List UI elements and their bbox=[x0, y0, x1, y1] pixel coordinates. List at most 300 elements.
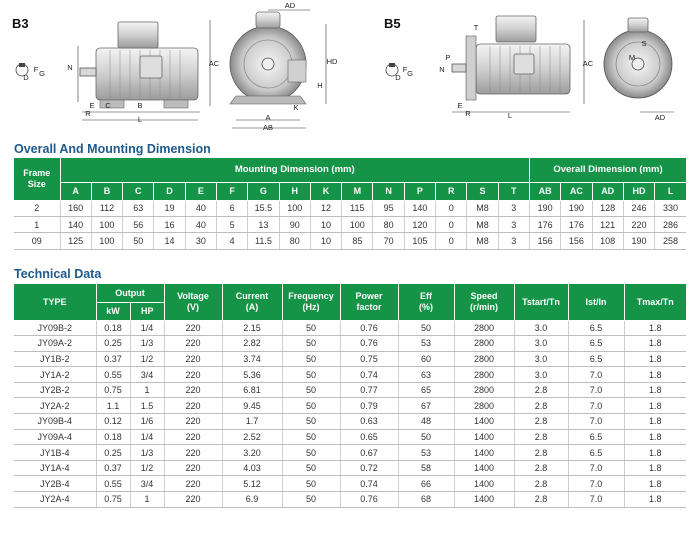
dimension-cell: 11.5 bbox=[248, 233, 279, 249]
frequency-label: Frequency bbox=[288, 290, 334, 301]
dimension-cell: 12 bbox=[310, 200, 341, 216]
dimension-label-k: K bbox=[293, 103, 299, 112]
dim-col-g: G bbox=[248, 182, 279, 200]
technical-cell: 1.8 bbox=[624, 351, 686, 367]
technical-cell: 1.8 bbox=[624, 398, 686, 414]
dimension-cell: 56 bbox=[123, 216, 154, 232]
dimension-label-b: B bbox=[137, 101, 143, 110]
dimension-label-ad: AD bbox=[284, 1, 296, 10]
hp-header: HP bbox=[130, 302, 164, 320]
eff-label: Eff bbox=[420, 290, 432, 301]
technical-cell: 1.5 bbox=[130, 398, 164, 414]
dimension-column-headers bbox=[14, 182, 686, 200]
technical-cell: 1/4 bbox=[130, 429, 164, 445]
motor-type-cell: JY2B-2 bbox=[14, 382, 96, 398]
technical-row bbox=[14, 460, 686, 476]
motor-type-cell: JY2A-4 bbox=[14, 492, 96, 508]
technical-row bbox=[14, 476, 686, 492]
current-label: Current bbox=[235, 290, 269, 301]
b3-end-view bbox=[230, 10, 326, 128]
technical-cell: 3.0 bbox=[514, 367, 568, 383]
technical-cell: 7.0 bbox=[568, 398, 624, 414]
technical-cell: 50 bbox=[282, 492, 340, 508]
technical-cell: 65 bbox=[398, 382, 454, 398]
dimension-row bbox=[14, 216, 686, 232]
dimension-cell: 85 bbox=[342, 233, 373, 249]
technical-cell: 1/2 bbox=[130, 351, 164, 367]
dim-col-r: R bbox=[436, 182, 467, 200]
dimension-cell: 70 bbox=[373, 233, 404, 249]
dimension-cell: 3 bbox=[498, 200, 529, 216]
technical-cell: 6.9 bbox=[222, 492, 282, 508]
technical-cell: 0.76 bbox=[340, 336, 398, 352]
dim-col-a: A bbox=[60, 182, 91, 200]
technical-cell: 1400 bbox=[454, 429, 514, 445]
motor-type-cell: JY09B-4 bbox=[14, 414, 96, 430]
voltage-unit: (V) bbox=[187, 301, 199, 312]
motor-type-cell: JY1A-4 bbox=[14, 460, 96, 476]
technical-cell: 1.8 bbox=[624, 414, 686, 430]
technical-cell: 0.37 bbox=[96, 351, 130, 367]
technical-cell: 50 bbox=[282, 382, 340, 398]
technical-cell: 1/3 bbox=[130, 336, 164, 352]
eff-header bbox=[398, 284, 454, 320]
dimension-cell: 160 bbox=[60, 200, 91, 216]
dimension-cell: 80 bbox=[279, 233, 310, 249]
current-header bbox=[222, 284, 282, 320]
technical-cell: 1/3 bbox=[130, 445, 164, 461]
dimension-cell: M8 bbox=[467, 216, 498, 232]
technical-cell: 60 bbox=[398, 351, 454, 367]
technical-cell: 1.8 bbox=[624, 492, 686, 508]
technical-row bbox=[14, 492, 686, 508]
technical-cell: 58 bbox=[398, 460, 454, 476]
technical-cell: 1400 bbox=[454, 460, 514, 476]
dimension-cell: 100 bbox=[91, 233, 122, 249]
technical-row bbox=[14, 367, 686, 383]
power-label: Power bbox=[355, 290, 383, 301]
motor-type-cell: JY2A-2 bbox=[14, 398, 96, 414]
speed-unit: (r/min) bbox=[470, 301, 498, 312]
dim-col-e: E bbox=[185, 182, 216, 200]
technical-cell: 1/4 bbox=[130, 320, 164, 336]
dimension-cell: 95 bbox=[373, 200, 404, 216]
dimension-label-d: D bbox=[23, 73, 29, 82]
technical-cell: 67 bbox=[398, 398, 454, 414]
b3-side-view bbox=[78, 20, 210, 120]
technical-cell: 50 bbox=[282, 429, 340, 445]
technical-cell: 6.5 bbox=[568, 429, 624, 445]
dimension-label-ab: AB bbox=[262, 123, 274, 132]
dimension-cell: 10 bbox=[310, 233, 341, 249]
dimension-label-l: L bbox=[137, 115, 143, 124]
ist-header: Ist/In bbox=[568, 284, 624, 320]
technical-cell: 2800 bbox=[454, 320, 514, 336]
dimension-cell: 140 bbox=[60, 216, 91, 232]
technical-cell: 50 bbox=[282, 414, 340, 430]
dimension-cell: 112 bbox=[91, 200, 122, 216]
technical-cell: 50 bbox=[282, 320, 340, 336]
dimension-cell: 121 bbox=[592, 216, 623, 232]
type-header: TYPE bbox=[14, 284, 96, 320]
technical-cell: 2800 bbox=[454, 398, 514, 414]
technical-cell: 2.8 bbox=[514, 382, 568, 398]
technical-cell: 1400 bbox=[454, 492, 514, 508]
technical-cell: 1400 bbox=[454, 476, 514, 492]
technical-cell: 66 bbox=[398, 476, 454, 492]
dimension-label-s: S bbox=[641, 39, 647, 48]
dim-col-p: P bbox=[404, 182, 435, 200]
dimension-label-ad: AD bbox=[654, 113, 666, 122]
technical-cell: 2.8 bbox=[514, 476, 568, 492]
dimension-label-n: N bbox=[439, 65, 445, 74]
dim-col-c: C bbox=[123, 182, 154, 200]
technical-cell: 0.18 bbox=[96, 320, 130, 336]
dimension-cell: 1 bbox=[14, 216, 60, 232]
dimension-cell: 176 bbox=[561, 216, 592, 232]
technical-cell: 1/6 bbox=[130, 414, 164, 430]
technical-cell: 2.15 bbox=[222, 320, 282, 336]
technical-cell: 6.5 bbox=[568, 445, 624, 461]
dimension-label-c: C bbox=[105, 101, 111, 110]
technical-cell: 0.79 bbox=[340, 398, 398, 414]
mounting-section-title: Overall And Mounting Dimension bbox=[14, 142, 211, 156]
b5-label: B5 bbox=[384, 16, 401, 31]
technical-cell: 1.1 bbox=[96, 398, 130, 414]
technical-cell: 7.0 bbox=[568, 414, 624, 430]
technical-cell: 7.0 bbox=[568, 476, 624, 492]
dimension-cell: 100 bbox=[342, 216, 373, 232]
technical-cell: 50 bbox=[282, 336, 340, 352]
dimension-cell: 13 bbox=[248, 216, 279, 232]
dimension-label-f: F bbox=[402, 65, 408, 74]
dimension-label-e: E bbox=[89, 101, 95, 110]
dimension-label-t: T bbox=[473, 23, 479, 32]
dimension-cell: 10 bbox=[310, 216, 341, 232]
technical-cell: 1.8 bbox=[624, 320, 686, 336]
dimension-cell: 100 bbox=[91, 216, 122, 232]
technical-cell: 50 bbox=[282, 351, 340, 367]
technical-cell: 7.0 bbox=[568, 367, 624, 383]
technical-row bbox=[14, 398, 686, 414]
technical-cell: 7.0 bbox=[568, 460, 624, 476]
technical-cell: 1400 bbox=[454, 445, 514, 461]
dimension-cell: 246 bbox=[623, 200, 654, 216]
dimension-cell: 156 bbox=[561, 233, 592, 249]
technical-cell: 0.75 bbox=[96, 492, 130, 508]
dim-col-ab: AB bbox=[529, 182, 560, 200]
dimension-cell: 5 bbox=[216, 216, 247, 232]
dimension-cell: 258 bbox=[655, 233, 686, 249]
dim-col-s: S bbox=[467, 182, 498, 200]
dimension-cell: 128 bbox=[592, 200, 623, 216]
dimension-label-a: A bbox=[265, 113, 271, 122]
dimension-label-l: L bbox=[507, 111, 513, 120]
technical-cell: 1/2 bbox=[130, 460, 164, 476]
technical-cell: 2800 bbox=[454, 351, 514, 367]
current-unit: (A) bbox=[245, 301, 259, 312]
technical-cell: 1 bbox=[130, 492, 164, 508]
technical-cell: 4.03 bbox=[222, 460, 282, 476]
frame-size-header bbox=[14, 158, 60, 200]
dimension-cell: 80 bbox=[373, 216, 404, 232]
dim-col-d: D bbox=[154, 182, 185, 200]
technical-cell: 6.5 bbox=[568, 351, 624, 367]
dimension-cell: 120 bbox=[404, 216, 435, 232]
dimension-label-r: R bbox=[465, 109, 471, 118]
dimension-cell: 0 bbox=[436, 233, 467, 249]
dimension-label-hd: HD bbox=[326, 57, 338, 66]
technical-cell: 5.12 bbox=[222, 476, 282, 492]
dimension-cell: 125 bbox=[60, 233, 91, 249]
dimension-label-f: F bbox=[33, 65, 39, 74]
technical-cell: 0.76 bbox=[340, 492, 398, 508]
technical-cell: 2.8 bbox=[514, 445, 568, 461]
voltage-label: Voltage bbox=[177, 290, 209, 301]
dimension-label-g: G bbox=[39, 69, 45, 78]
dimension-cell: 19 bbox=[154, 200, 185, 216]
dimension-label-r: R bbox=[85, 109, 91, 118]
technical-cell: 1.8 bbox=[624, 476, 686, 492]
dim-col-h: H bbox=[279, 182, 310, 200]
dimension-cell: 140 bbox=[404, 200, 435, 216]
dimension-cell: 190 bbox=[623, 233, 654, 249]
frame-size-header-line2: Size bbox=[27, 178, 46, 189]
dimension-cell: 16 bbox=[154, 216, 185, 232]
technical-cell: 2.52 bbox=[222, 429, 282, 445]
technical-cell: 1.8 bbox=[624, 460, 686, 476]
dim-col-b: B bbox=[91, 182, 122, 200]
motor-type-cell: JY2B-4 bbox=[14, 476, 96, 492]
dimension-cell: 14 bbox=[154, 233, 185, 249]
dimension-label-e: E bbox=[457, 101, 463, 110]
technical-cell: 3.0 bbox=[514, 320, 568, 336]
overall-group-header: Overall Dimension (mm) bbox=[529, 158, 686, 182]
technical-cell: 50 bbox=[282, 367, 340, 383]
technical-cell: 50 bbox=[282, 445, 340, 461]
motor-type-cell: JY1B-2 bbox=[14, 351, 96, 367]
dimension-cell: 0 bbox=[436, 216, 467, 232]
technical-cell: 2800 bbox=[454, 336, 514, 352]
dimension-label-g: G bbox=[407, 69, 413, 78]
dimension-cell: 2 bbox=[14, 200, 60, 216]
dim-col-m: M bbox=[342, 182, 373, 200]
dimension-cell: 3 bbox=[498, 216, 529, 232]
technical-cell: 0.72 bbox=[340, 460, 398, 476]
dimension-cell: 190 bbox=[529, 200, 560, 216]
technical-cell: 0.25 bbox=[96, 445, 130, 461]
dimension-label-n: N bbox=[67, 63, 73, 72]
motor-type-cell: JY09A-2 bbox=[14, 336, 96, 352]
technical-cell: 2.8 bbox=[514, 460, 568, 476]
technical-cell: 2800 bbox=[454, 382, 514, 398]
dim-col-f: F bbox=[216, 182, 247, 200]
motor-type-cell: JY09B-2 bbox=[14, 320, 96, 336]
technical-cell: 220 bbox=[164, 320, 222, 336]
technical-cell: 2.8 bbox=[514, 492, 568, 508]
motor-type-cell: JY09A-4 bbox=[14, 429, 96, 445]
technical-row bbox=[14, 320, 686, 336]
dimension-table bbox=[14, 158, 686, 250]
technical-cell: 0.65 bbox=[340, 429, 398, 445]
technical-cell: 220 bbox=[164, 414, 222, 430]
technical-cell: 1.7 bbox=[222, 414, 282, 430]
dimension-cell: 156 bbox=[529, 233, 560, 249]
technical-cell: 2.8 bbox=[514, 398, 568, 414]
technical-row bbox=[14, 445, 686, 461]
technical-cell: 1.8 bbox=[624, 367, 686, 383]
dimension-label-d: D bbox=[395, 73, 401, 82]
dimension-cell: 108 bbox=[592, 233, 623, 249]
dimension-table-body bbox=[14, 200, 686, 249]
dimension-cell: 330 bbox=[655, 200, 686, 216]
technical-cell: 220 bbox=[164, 336, 222, 352]
tmax-header: Tmax/Tn bbox=[624, 284, 686, 320]
technical-cell: 6.81 bbox=[222, 382, 282, 398]
technical-cell: 220 bbox=[164, 382, 222, 398]
dimension-cell: 105 bbox=[404, 233, 435, 249]
technical-cell: 220 bbox=[164, 398, 222, 414]
dimension-cell: M8 bbox=[467, 233, 498, 249]
technical-cell: 2.8 bbox=[514, 429, 568, 445]
technical-cell: 0.74 bbox=[340, 476, 398, 492]
technical-cell: 3/4 bbox=[130, 476, 164, 492]
technical-cell: 0.76 bbox=[340, 320, 398, 336]
technical-cell: 3.0 bbox=[514, 351, 568, 367]
dimension-row bbox=[14, 200, 686, 216]
technical-cell: 0.77 bbox=[340, 382, 398, 398]
b3-label: B3 bbox=[12, 16, 29, 31]
technical-cell: 3.0 bbox=[514, 336, 568, 352]
dim-col-ac: AC bbox=[561, 182, 592, 200]
technical-cell: 220 bbox=[164, 445, 222, 461]
technical-row bbox=[14, 351, 686, 367]
technical-cell: 53 bbox=[398, 336, 454, 352]
dimension-cell: 0 bbox=[436, 200, 467, 216]
technical-cell: 3/4 bbox=[130, 367, 164, 383]
dim-col-n: N bbox=[373, 182, 404, 200]
technical-section-title: Technical Data bbox=[14, 267, 102, 281]
technical-cell: 7.0 bbox=[568, 492, 624, 508]
dimension-cell: 50 bbox=[123, 233, 154, 249]
dimension-label-m: M bbox=[628, 53, 636, 62]
motor-diagrams bbox=[0, 0, 700, 140]
technical-cell: 0.12 bbox=[96, 414, 130, 430]
technical-cell: 1.8 bbox=[624, 445, 686, 461]
dimension-cell: 90 bbox=[279, 216, 310, 232]
technical-cell: 5.36 bbox=[222, 367, 282, 383]
technical-cell: 2.8 bbox=[514, 414, 568, 430]
dimension-cell: 6 bbox=[216, 200, 247, 216]
dimension-cell: 115 bbox=[342, 200, 373, 216]
technical-cell: 63 bbox=[398, 367, 454, 383]
technical-cell: 0.75 bbox=[340, 351, 398, 367]
technical-cell: 3.20 bbox=[222, 445, 282, 461]
technical-row bbox=[14, 336, 686, 352]
dimension-cell: M8 bbox=[467, 200, 498, 216]
frequency-unit: (Hz) bbox=[302, 301, 320, 312]
technical-cell: 9.45 bbox=[222, 398, 282, 414]
dimension-label-p: P bbox=[445, 53, 451, 62]
eff-unit: (%) bbox=[419, 301, 433, 312]
technical-cell: 0.74 bbox=[340, 367, 398, 383]
motor-type-cell: JY1B-4 bbox=[14, 445, 96, 461]
frame-size-header-line1: Frame bbox=[23, 167, 51, 178]
technical-cell: 1.8 bbox=[624, 382, 686, 398]
technical-cell: 50 bbox=[282, 476, 340, 492]
b5-side-view bbox=[452, 16, 584, 112]
technical-cell: 0.25 bbox=[96, 336, 130, 352]
dimension-cell: 4 bbox=[216, 233, 247, 249]
speed-header bbox=[454, 284, 514, 320]
technical-cell: 1.8 bbox=[624, 336, 686, 352]
dimension-label-ac: AC bbox=[582, 59, 594, 68]
voltage-header bbox=[164, 284, 222, 320]
technical-cell: 0.63 bbox=[340, 414, 398, 430]
dimension-cell: 176 bbox=[529, 216, 560, 232]
technical-cell: 0.18 bbox=[96, 429, 130, 445]
speed-label: Speed bbox=[470, 290, 498, 301]
dimension-cell: 100 bbox=[279, 200, 310, 216]
dim-col-ad: AD bbox=[592, 182, 623, 200]
technical-cell: 3.74 bbox=[222, 351, 282, 367]
technical-cell: 1400 bbox=[454, 414, 514, 430]
dimension-cell: 30 bbox=[185, 233, 216, 249]
dimension-label-ac: AC bbox=[208, 59, 220, 68]
technical-table bbox=[14, 284, 686, 508]
technical-cell: 0.75 bbox=[96, 382, 130, 398]
technical-cell: 1 bbox=[130, 382, 164, 398]
dim-col-l: L bbox=[655, 182, 686, 200]
dim-col-k: K bbox=[310, 182, 341, 200]
technical-cell: 50 bbox=[282, 460, 340, 476]
dimension-cell: 190 bbox=[561, 200, 592, 216]
technical-row bbox=[14, 429, 686, 445]
technical-table-body bbox=[14, 320, 686, 507]
dimension-cell: 63 bbox=[123, 200, 154, 216]
technical-cell: 0.55 bbox=[96, 367, 130, 383]
dimension-label-h: H bbox=[317, 81, 323, 90]
technical-cell: 2.82 bbox=[222, 336, 282, 352]
dimension-cell: 40 bbox=[185, 200, 216, 216]
technical-cell: 0.67 bbox=[340, 445, 398, 461]
technical-row bbox=[14, 382, 686, 398]
technical-cell: 50 bbox=[398, 320, 454, 336]
dim-col-t: T bbox=[498, 182, 529, 200]
technical-cell: 7.0 bbox=[568, 382, 624, 398]
dimension-cell: 220 bbox=[623, 216, 654, 232]
technical-cell: 1.8 bbox=[624, 429, 686, 445]
technical-cell: 53 bbox=[398, 445, 454, 461]
technical-cell: 220 bbox=[164, 476, 222, 492]
technical-cell: 50 bbox=[398, 429, 454, 445]
dimension-cell: 286 bbox=[655, 216, 686, 232]
dimension-cell: 15.5 bbox=[248, 200, 279, 216]
power-unit: factor bbox=[356, 301, 382, 312]
frequency-header bbox=[282, 284, 340, 320]
technical-cell: 220 bbox=[164, 429, 222, 445]
technical-cell: 6.5 bbox=[568, 336, 624, 352]
technical-cell: 220 bbox=[164, 351, 222, 367]
output-header: Output bbox=[96, 284, 164, 302]
kw-header: kW bbox=[96, 302, 130, 320]
mounting-group-header: Mounting Dimension (mm) bbox=[60, 158, 529, 182]
technical-cell: 50 bbox=[282, 398, 340, 414]
technical-cell: 68 bbox=[398, 492, 454, 508]
technical-cell: 220 bbox=[164, 460, 222, 476]
motor-type-cell: JY1A-2 bbox=[14, 367, 96, 383]
technical-cell: 220 bbox=[164, 367, 222, 383]
